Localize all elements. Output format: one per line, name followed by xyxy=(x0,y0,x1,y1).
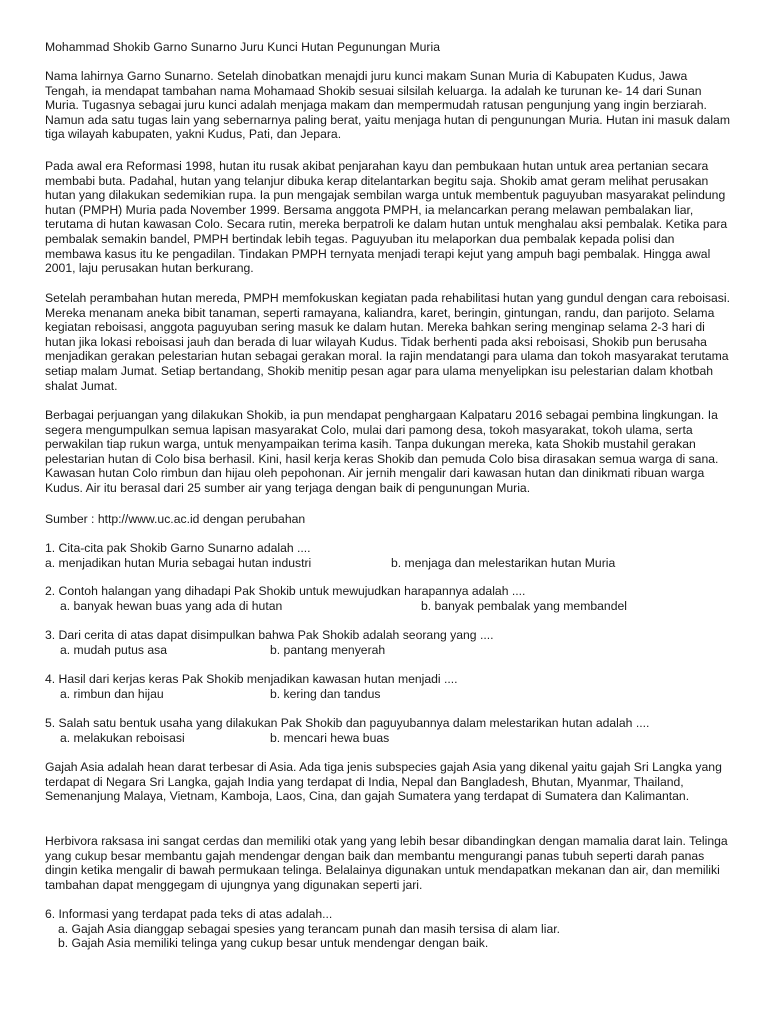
option-a: a. banyak hewan buas yang ada di hutan xyxy=(60,598,283,613)
question-text: 2. Contoh halangan yang dihadapi Pak Shokib untuk mewujudkan harapannya adalah .... xyxy=(45,584,526,598)
question-5 xyxy=(45,716,735,746)
paragraph-4: Berbagai perjuangan yang dilakukan Shokib, ia pun mendapat penghargaan Kalpataru 2016 sebagai pembina lingkungan. Ia segera mengumpulkan semua lapisan masyarakat Colo, mulai dari pamong desa, tokoh masyarakat, tokoh ulama, serta perwakilan tiap rukun warga, untuk menyampaikan terima kasih. Tanpa dukungan mereka, kata Shokib mustahil gerakan pelestarian hutan di Colo bisa berhasil. Kini, hasil kerja keras Shokib dan pemuda Colo bisa dirasakan semua warga di sana. Kawasan hutan Colo rimbun dan hijau oleh pepohonan. Air jernih mengalir dari kawasan hutan dan dinikmati ribuan warga Kudus. Air itu berasal dari 25 sumber air yang terjaga dengan baik di pengunungan Muria. xyxy=(45,408,719,495)
option-a: a. Gajah Asia dianggap sebagai spesies yang terancam punah dan masih tersisa di alam liar. xyxy=(58,921,561,936)
option-a: a. rimbun dan hijau xyxy=(60,686,164,701)
option-b: b. pantang menyerah xyxy=(270,642,386,657)
document-title: Mohammad Shokib Garno Sunarno Juru Kunci Hutan Pegunungan Muria xyxy=(45,40,440,54)
paragraph-3: Setelah perambahan hutan mereda, PMPH memfokuskan kegiatan pada rehabilitasi hutan yang gundul dengan cara reboisasi. Mereka menanam aneka bibit tanaman, seperti ramayana, kaliandra, karet, beringin, gintungan, randu, dan parijoto. Selama kegiatan reboisasi, anggota paguyuban sering masuk ke dalam hutan. Mereka bahkan sering menginap selama 2-3 hari di hutan jika lokasi reboisasi jauh dan berada di luar wilayah Kudus. Tidak berhenti pada aksi reboisasi, Shokib pun berusaha menjadikan gerakan pelestarian hutan sebagai gerakan moral. Ia rajin mendatangi para ulama dan tokoh masyarakat terutama setiap malam Jumat. Setiap bertandang, Shokib menitip pesan agar para ulama menyelipkan isu pelestarian dalam khotbah shalat Jumat. xyxy=(45,291,730,393)
option-b: b. kering dan tandus xyxy=(270,686,381,701)
question-1 xyxy=(45,541,735,571)
question-6 xyxy=(45,907,735,951)
option-b: b. banyak pembalak yang membandel xyxy=(421,598,627,613)
question-3 xyxy=(45,628,735,658)
paragraph-2: Pada awal era Reformasi 1998, hutan itu rusak akibat penjarahan kayu dan pembukaan hutan untuk area pertanian secara membabi buta. Padahal, hutan yang telanjur dibuka kerap ditelantarkan begitu saja. Shokib amat geram melihat perusakan hutan yang dilakukan sedemikian rupa. Ia pun mengajak sembilan warga untuk membentuk paguyuban masyarakat pelindung hutan (PMPH) Muria pada November 1999. Bersama anggota PMPH, ia melancarkan perang melawan pembalakan liar, terutama di hutan kawasan Colo. Secara rutin, mereka berpatroli ke dalam hutan untuk menghalau aksi pembalak. Ketika para pembalak semakin bandel, PMPH bertindak lebih tegas. Paguyuban itu melaporkan dua pembalak kepada polisi dan membawa kasus itu ke pengadilan. Tindakan PMPH ternyata menjadi terapi kejut yang ampuh bagi pembalak. Hingga awal 2001, laju perusakan hutan berkurang. xyxy=(45,159,728,276)
question-2 xyxy=(45,584,735,614)
option-a: a. menjadikan hutan Muria sebagai hutan industri xyxy=(45,555,312,570)
source-line: Sumber : http://www.uc.ac.id dengan perubahan xyxy=(45,512,306,526)
question-4 xyxy=(45,672,735,702)
paragraph-5: Gajah Asia adalah hean darat terbesar di Asia. Ada tiga jenis subspecies gajah Asia yang dikenal yaitu gajah Sri Langka yang terdapat di Negara Sri Langka, gajah India yang terdapat di India, Nepal dan Bangladesh, Bhutan, Myanmar, Thailand, Semenanjung Malaya, Vietnam, Kamboja, Laos, Cina, dan gajah Sumatera yang terdapat di Sumatera dan Kalimantan. xyxy=(45,760,722,804)
question-text: 3. Dari cerita di atas dapat disimpulkan bahwa Pak Shokib adalah seorang yang .... xyxy=(45,628,494,642)
option-b: b. Gajah Asia memiliki telinga yang cukup besar untuk mendengar dengan baik. xyxy=(58,936,489,951)
option-a: a. melakukan reboisasi xyxy=(60,730,185,745)
option-b: b. menjaga dan melestarikan hutan Muria xyxy=(391,555,616,570)
question-text: 6. Informasi yang terdapat pada teks di atas adalah... xyxy=(45,907,333,921)
paragraph-1: Nama lahirnya Garno Sunarno. Setelah dinobatkan menajdi juru kunci makam Sunan Muria di Kabupaten Kudus, Jawa Tengah, ia mendapat tambahan nama Mohamaad Shokib sesuai silsilah keluarga. Ia adalah ke turunan ke- 14 dari Sunan Muria. Tugasnya sebagai juru kunci adalah menjaga makam dan mempermudah ratusan pengunjung yang ingin berziarah. Namun ada satu tugas lain yang sebernarnya paling berat, yaitu menjaga hutan di pengunungan Muria. Hutan ini masuk dalam tiga wilayah kabupaten, yakni Kudus, Pati, dan Jepara. xyxy=(45,69,730,142)
question-text: 4. Hasil dari kerjas keras Pak Shokib menjadikan kawasan hutan menjadi .... xyxy=(45,672,458,686)
question-text: 5. Salah satu bentuk usaha yang dilakukan Pak Shokib dan paguyubannya dalam melestarikan hutan adalah .... xyxy=(45,716,650,730)
paragraph-6: Herbivora raksasa ini sangat cerdas dan memiliki otak yang yang lebih besar dibandingkan dengan mamalia darat lain. Telinga yang cukup besar membantu gajah mendengar dengan baik dan membantu mengurangi panas tubuh seperti darah panas dingin ketika mengalir di bawah permukaan telinga. Belalainya digunakan untuk mendapatkan mekanan dan air, dan memiliki tambahan dapat menggegam di ujungnya yang digunakan seperti jari. xyxy=(45,834,728,892)
option-b: b. mencari hewa buas xyxy=(270,730,390,745)
option-a: a. mudah putus asa xyxy=(60,642,168,657)
question-text: 1. Cita-cita pak Shokib Garno Sunarno adalah .... xyxy=(45,541,311,555)
